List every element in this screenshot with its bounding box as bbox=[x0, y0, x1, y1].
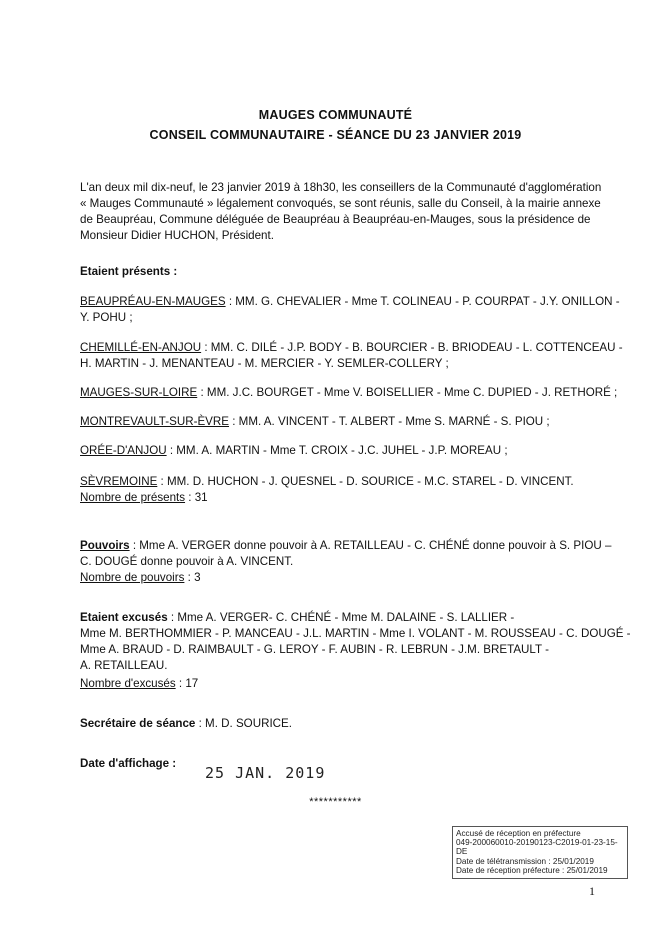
presents-heading bbox=[80, 264, 177, 280]
pouvoirs-text: : Mme A. VERGER donne pouvoir à A. RETAILLEAU - C. CHÉNÉ donne pouvoir à S. PIOU – bbox=[129, 539, 612, 552]
receipt-line: Date de réception préfecture : 25/01/2019 bbox=[456, 865, 608, 875]
excuses-text: : Mme A. VERGER- C. CHÉNÉ - Mme M. DALAINE - S. LALLIER - bbox=[167, 611, 515, 624]
excuses-text-continued: Mme A. BRAUD - D. RAIMBAULT - G. LEROY - F. AUBIN - R. LEBRUN - J.M. BRETAULT - bbox=[80, 643, 549, 656]
excuses-text-continued: A. RETAILLEAU. bbox=[80, 659, 168, 672]
intro-line: L'an deux mil dix-neuf, le 23 janvier 2019 à 18h30, les conseillers de la Communauté d'agglomération bbox=[80, 181, 602, 194]
commune-members-continued: H. MARTIN - J. MENANTEAU - M. MERCIER - Y. SEMLER-COLLERY ; bbox=[80, 357, 449, 370]
excuses-count-label: Nombre d'excusés bbox=[80, 677, 176, 690]
excuses-entry bbox=[80, 610, 514, 626]
pouvoirs-text-continued: C. DOUGÉ donne pouvoir à A. VINCENT. bbox=[80, 555, 294, 568]
intro-line: Monsieur Didier HUCHON, Président. bbox=[80, 229, 274, 242]
pouvoirs-count bbox=[80, 570, 201, 586]
commune-members: : MM. C. DILÉ - J.P. BODY - B. BOURCIER - B. BRIODEAU - L. COTTENCEAU - bbox=[201, 341, 623, 354]
commune-entry bbox=[80, 385, 617, 401]
intro-line: « Mauges Communauté » légalement convoqués, se sont réunis, salle du Conseil, à la mairie annexe bbox=[80, 197, 601, 210]
commune-entry bbox=[80, 443, 508, 459]
affichage-label: Date d'affichage : bbox=[80, 757, 177, 770]
org-title: MAUGES COMMUNAUTÉ bbox=[258, 108, 413, 122]
excuses-count bbox=[80, 676, 198, 692]
excuses-count-value: : 17 bbox=[175, 677, 199, 690]
commune-entry bbox=[80, 474, 574, 490]
session-title: CONSEIL COMMUNAUTAIRE - SÉANCE DU 23 JANVIER 2019 bbox=[149, 128, 522, 142]
presents-heading-suffix: : bbox=[170, 265, 178, 278]
commune-name: BEAUPRÉAU-EN-MAUGES bbox=[80, 295, 226, 308]
commune-members: : MM. G. CHEVALIER - Mme T. COLINEAU - P. COURPAT - J.Y. ONILLON - bbox=[225, 295, 620, 308]
pouvoirs-count-value: : 3 bbox=[184, 571, 201, 584]
commune-name: MAUGES-SUR-LOIRE bbox=[80, 386, 198, 399]
page-number: 1 bbox=[589, 884, 595, 898]
commune-members: : MM. A. MARTIN - Mme T. CROIX - J.C. JUHEL - J.P. MOREAU ; bbox=[166, 444, 508, 457]
commune-name: SÈVREMOINE bbox=[80, 475, 158, 488]
commune-members: : MM. A. VINCENT - T. ALBERT - Mme S. MARNÉ - S. PIOU ; bbox=[229, 415, 550, 428]
separator: *********** bbox=[309, 796, 362, 808]
presents-count bbox=[80, 490, 208, 506]
commune-name: MONTREVAULT-SUR-ÈVRE bbox=[80, 415, 230, 428]
secretaire-entry bbox=[80, 716, 292, 732]
prefecture-receipt-box bbox=[452, 826, 628, 879]
affichage-date-stamp: 25 JAN. 2019 bbox=[205, 764, 326, 782]
commune-name: ORÉE-D'ANJOU bbox=[80, 444, 167, 457]
commune-members: : MM. J.C. BOURGET - Mme V. BOISELLIER - Mme C. DUPIED - J. RETHORÉ ; bbox=[197, 386, 618, 399]
presents-count-value: : 31 bbox=[185, 491, 208, 504]
presents-count-label: Nombre de présents bbox=[80, 491, 186, 504]
receipt-line: Accusé de réception en préfecture bbox=[456, 829, 581, 838]
receipt-line: Date de télétransmission : 25/01/2019 bbox=[456, 856, 594, 866]
presents-heading-label: Etaient présents bbox=[80, 265, 171, 278]
commune-members-continued: Y. POHU ; bbox=[80, 311, 133, 324]
secretaire-value: : M. D. SOURICE. bbox=[195, 717, 292, 730]
intro-line: de Beaupréau, Commune déléguée de Beaupréau à Beaupréau-en-Mauges, sous la présidence de bbox=[80, 213, 591, 226]
excuses-text-continued: Mme M. BERTHOMMIER - P. MANCEAU - J.L. MARTIN - Mme I. VOLANT - M. ROUSSEAU - C. DOUGÉ - bbox=[80, 627, 631, 640]
pouvoirs-count-label: Nombre de pouvoirs bbox=[80, 571, 185, 584]
commune-entry bbox=[80, 340, 623, 356]
pouvoirs-label: Pouvoirs bbox=[80, 539, 130, 552]
commune-members: : MM. D. HUCHON - J. QUESNEL - D. SOURICE - M.C. STAREL - D. VINCENT. bbox=[157, 475, 574, 488]
pouvoirs-entry bbox=[80, 538, 611, 554]
receipt-line: DE bbox=[456, 847, 468, 857]
excuses-label: Etaient excusés bbox=[80, 611, 168, 624]
commune-name: CHEMILLÉ-EN-ANJOU bbox=[80, 341, 202, 354]
secretaire-label: Secrétaire de séance bbox=[80, 717, 196, 730]
commune-entry bbox=[80, 414, 550, 430]
commune-entry bbox=[80, 294, 620, 310]
receipt-line: 049-200060010-20190123-C2019-01-23-15- bbox=[456, 838, 618, 848]
